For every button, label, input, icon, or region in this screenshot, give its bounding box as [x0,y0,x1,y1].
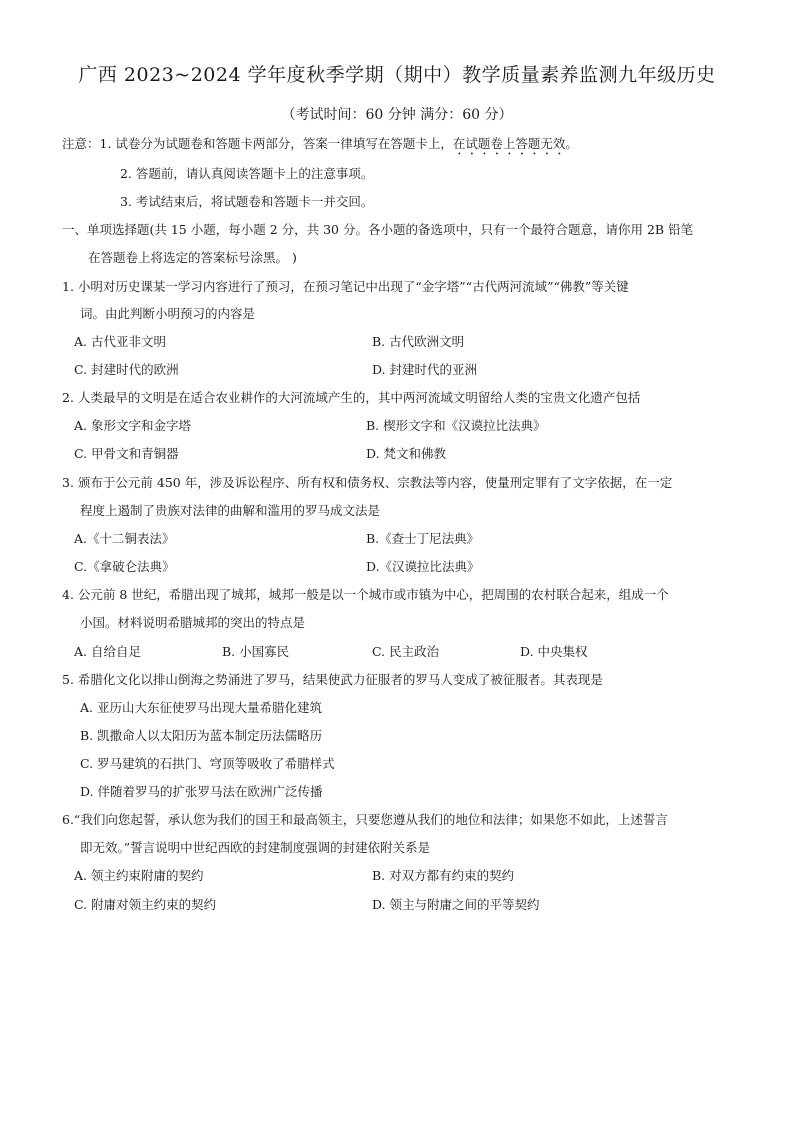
q4-option-d: D. 中央集权 [520,644,588,659]
q1-stem-line-1: 1. 小明对历史课某一学习内容进行了预习，在预习笔记中出现了“金字塔”“古代两河流域”“佛教”等关键 [62,279,629,294]
q4-option-a: A. 自给自足 [74,644,141,659]
q3-option-b: B.《查士丁尼法典》 [366,531,480,546]
section-instruction-line-2: 在答题卷上将选定的答案标号涂黑。 ) [88,250,297,265]
note-1 [62,136,578,158]
note-1-emphasis: 在试题卷上答题无效 [452,136,566,151]
q4-stem-line-1: 4. 公元前 8 世纪，希腊出现了城邦，城邦一般是以一个城市或市镇为中心，把周围的农村联合起来，组成一个 [62,587,669,602]
q2-option-c: C. 甲骨文和青铜器 [74,446,179,461]
note-2: 2. 答题前，请认真阅读答题卡上的注意事项。 [120,166,374,181]
q2-option-b: B. 楔形文字和《汉谟拉比法典》 [366,418,546,433]
q6-option-a: A. 领主约束附庸的契约 [74,868,204,883]
q4-stem-line-2: 小国。材料说明希腊城邦的突出的特点是 [80,615,306,630]
q1-option-b: B. 古代欧洲文明 [372,334,465,349]
q3-stem-line-1: 3. 颁布于公元前 450 年，涉及诉讼程序、所有权和债务权、宗教法等内容，使量刑定罪有了文字依据，在一定 [62,475,673,490]
q3-stem-line-2: 程度上遏制了贵族对法律的曲解和滥用的罗马成文法是 [80,503,381,518]
q6-option-c: C. 附庸对领主约束的契约 [74,897,217,912]
note-3: 3. 考试结束后，将试题卷和答题卡一并交回。 [120,194,374,209]
q3-option-c: C.《拿破仑法典》 [74,559,175,574]
q2-stem-line-1: 2. 人类最早的文明是在适合农业耕作的大河流域产生的，其中两河流域文明留给人类的宝贵文化遗产包括 [62,390,641,405]
q4-option-b: B. 小国寡民 [222,644,290,659]
q6-stem-line-1: 6.“我们向您起誓，承认您为我们的国王和最高领主，只要您遵从我们的地位和法律；如果您不如此，上述誓言 [62,812,668,827]
exam-time-info: （考试时间：60 分钟 满分：60 分） [281,107,513,123]
q6-option-b: B. 对双方都有约束的契约 [372,868,515,883]
q5-option-c: C. 罗马建筑的石拱门、穹顶等吸收了希腊样式 [80,756,335,771]
q2-option-a: A. 象形文字和金字塔 [74,418,191,433]
note-1-text: 注意：1. 试卷分为试题卷和答题卡两部分，答案一律填写在答题卡上， [62,136,453,151]
section-instruction-line-1: 一、单项选择题(共 15 小题，每小题 2 分，共 30 分。各小题的备选项中，只有一个最符合题意，请你用 2B 铅笔 [62,222,694,237]
q5-option-d: D. 伴随着罗马的扩张罗马法在欧洲广泛传播 [80,784,323,799]
q5-stem-line-1: 5. 希腊化文化以排山倒海之势涌进了罗马，结果使武力征服者的罗马人变成了被征服者。其表现是 [62,672,603,687]
q2-option-d: D. 梵文和佛教 [366,446,447,461]
q3-option-d: D.《汉谟拉比法典》 [366,559,480,574]
q6-stem-line-2: 即无效。”誓言说明中世纪西欧的封建制度强调的封建依附关系是 [80,840,431,855]
note-1-end: 。 [565,136,578,151]
q5-option-a: A. 亚历山大东征使罗马出现大量希腊化建筑 [80,700,322,715]
q6-option-d: D. 领主与附庸之间的平等契约 [372,897,540,912]
q1-stem-line-2: 词。由此判断小明预习的内容是 [80,306,256,321]
q5-option-b: B. 凯撒命人以太阳历为蓝本制定历法儒略历 [80,728,323,743]
q4-option-c: C. 民主政治 [372,644,440,659]
q3-option-a: A.《十二铜表法》 [74,531,175,546]
q1-option-c: C. 封建时代的欧洲 [74,362,179,377]
q1-option-a: A. 古代亚非文明 [74,334,166,349]
q1-option-d: D. 封建时代的亚洲 [372,362,478,377]
page-title: 广西 2023~2024 学年度秋季学期（期中）教学质量素养监测九年级历史 [78,64,716,86]
